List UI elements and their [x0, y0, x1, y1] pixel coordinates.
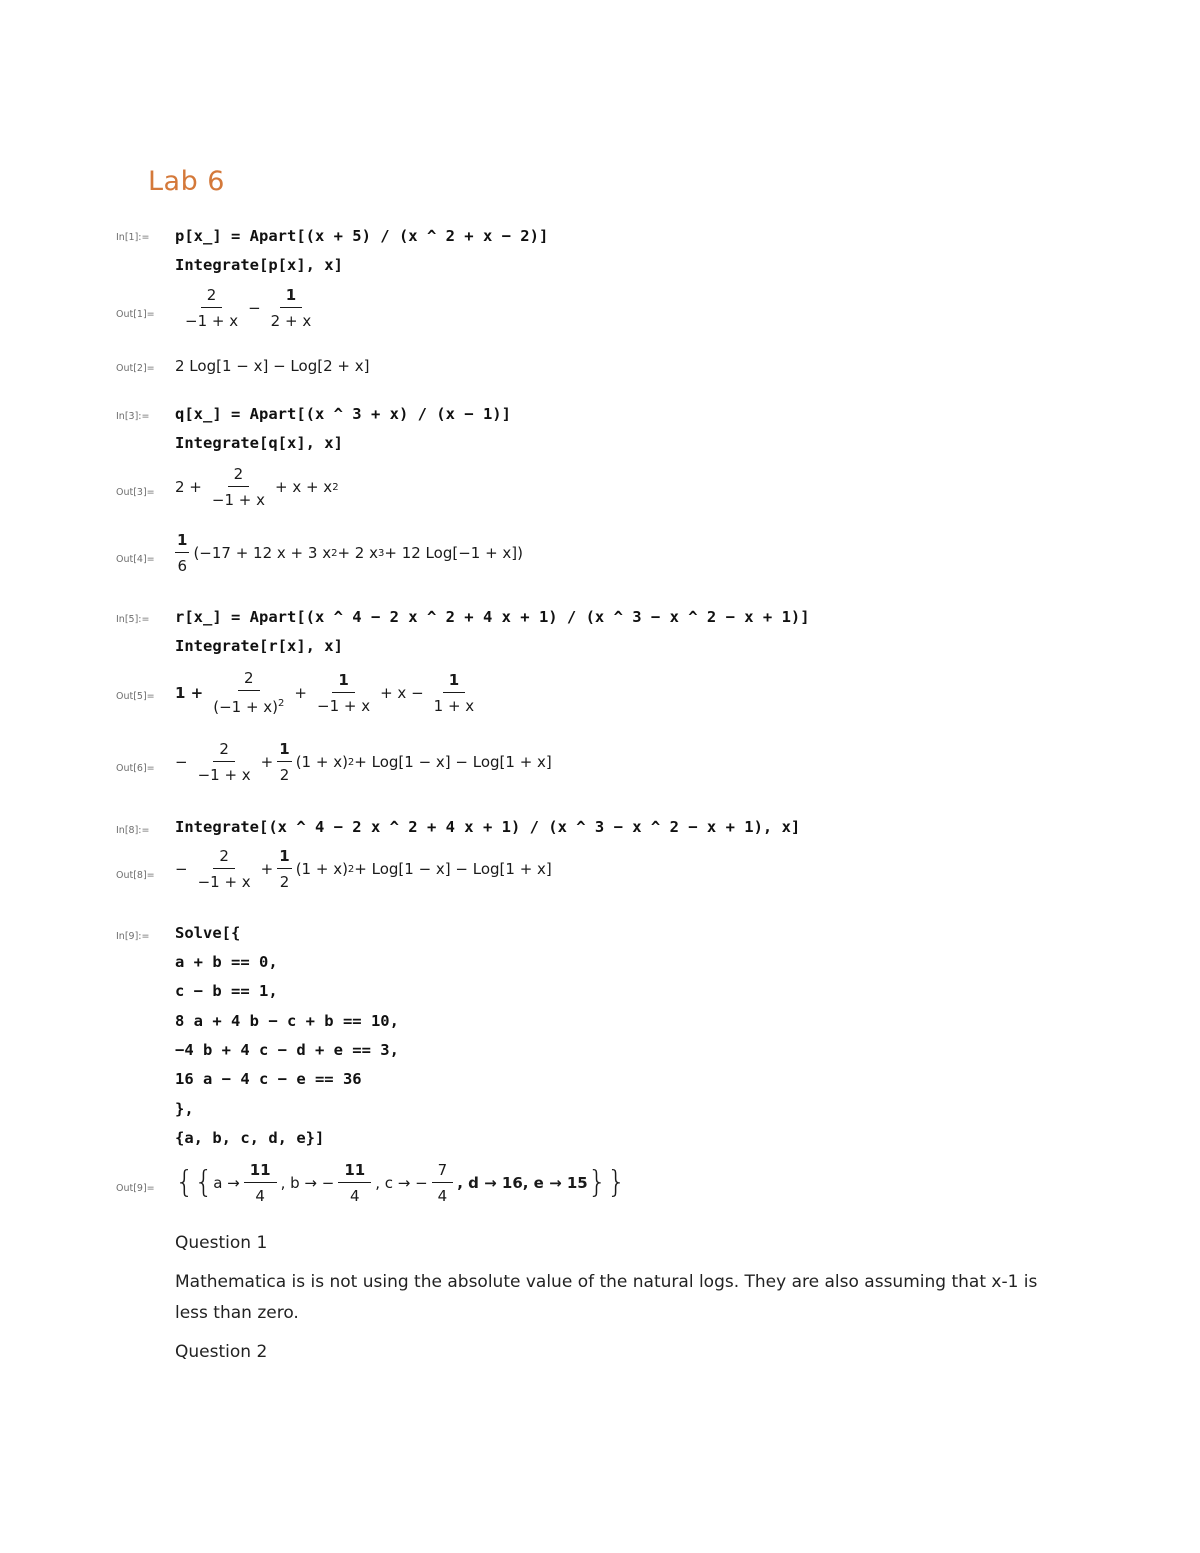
output-expression: − $\frac{2}{-1 + x}$ + $\frac{1}{2}$ (1 + x) 2 + Log[1 − x] − Log[1 + x] — [175, 847, 552, 891]
question-1-heading: Question 1 — [175, 1233, 268, 1253]
question-1-answer: Mathematica is is not using the absolute value of the natural logs. They are also assuming that x-1 is less than zero. — [175, 1272, 1038, 1323]
cell-label: Out[8]= — [116, 870, 155, 881]
input-line[interactable]: r[x_] = Apart[(x ^ 4 − 2 x ^ 2 + 4 x + 1) / (x ^ 3 − x ^ 2 − x + 1)] — [175, 608, 810, 626]
cell-label: In[9]:= — [116, 931, 150, 942]
input-line[interactable]: Solve[{ — [175, 924, 241, 942]
cell-label: In[8]:= — [116, 825, 150, 836]
cell-label: Out[3]= — [116, 487, 155, 498]
output-expression: {{ a → $\frac{11}{4}$ , b → − $\frac{11}{4}$ , c → − $\frac{7}{4}$ , d → 16, e → 15 }} — [175, 1161, 626, 1205]
fraction: $\frac{11}{4}$ — [338, 1161, 371, 1205]
question-2-heading: Question 2 — [175, 1342, 268, 1362]
input-line[interactable]: 8 a + 4 b − c + b == 10, — [175, 1012, 399, 1030]
cell-label: In[3]:= — [116, 411, 150, 422]
fraction: $\frac{1}{1 + x}$ — [433, 670, 475, 715]
fraction: $\frac{7}{4}$ — [432, 1161, 454, 1205]
fraction: $\frac{2}{-1 + x}$ — [197, 740, 251, 784]
fraction: $\frac{1}{6}$ — [177, 531, 188, 575]
cell-label: Out[6]= — [116, 763, 155, 774]
cell-label: Out[4]= — [116, 554, 155, 565]
cell-label: In[1]:= — [116, 232, 150, 243]
fraction: $\frac{2}{-1 + x}$ — [211, 465, 265, 509]
input-line[interactable]: q[x_] = Apart[(x ^ 3 + x) / (x − 1)] — [175, 405, 511, 423]
fraction: $\frac{2}{-1 + x}$ — [185, 286, 239, 330]
fraction: $\frac{2}{(-1 + x)^2}$ — [213, 669, 285, 716]
input-line[interactable]: }, — [175, 1100, 194, 1118]
input-line[interactable]: Integrate[(x ^ 4 − 2 x ^ 2 + 4 x + 1) / (x ^ 3 − x ^ 2 − x + 1), x] — [175, 818, 801, 836]
input-line[interactable]: Integrate[r[x], x] — [175, 637, 343, 655]
output-expression: $\frac{2}{-1 + x}$ − $\frac{1}{2 + x}$ — [175, 286, 321, 330]
input-line[interactable]: −4 b + 4 c − d + e == 3, — [175, 1041, 399, 1059]
fraction: $\frac{1}{2}$ — [279, 740, 290, 784]
input-line[interactable]: 16 a − 4 c − e == 36 — [175, 1070, 362, 1088]
input-line[interactable]: p[x_] = Apart[(x + 5) / (x ^ 2 + x − 2)] — [175, 227, 549, 245]
cell-label: In[5]:= — [116, 614, 150, 625]
output-expression: − $\frac{2}{-1 + x}$ + $\frac{1}{2}$ (1 + x) 2 + Log[1 − x] − Log[1 + x] — [175, 740, 552, 784]
output-expression: 2 Log[1 − x] − Log[2 + x] — [175, 357, 370, 375]
fraction: $\frac{1}{2 + x}$ — [270, 286, 312, 330]
fraction: $\frac{2}{-1 + x}$ — [197, 847, 251, 891]
cell-label: Out[2]= — [116, 363, 155, 374]
input-line[interactable]: Integrate[p[x], x] — [175, 256, 343, 274]
input-line[interactable]: c − b == 1, — [175, 982, 278, 1000]
cell-label: Out[9]= — [116, 1183, 155, 1194]
fraction: $\frac{11}{4}$ — [244, 1161, 277, 1205]
input-line[interactable]: Integrate[q[x], x] — [175, 434, 343, 452]
output-expression: $\frac{1}{6}$ (−17 + 12 x + 3 x 2 + 2 x 3 + 12 Log[−1 + x]) — [177, 531, 523, 575]
output-expression: 2 + $\frac{2}{-1 + x}$ + x + x 2 — [175, 465, 339, 509]
cell-label: Out[5]= — [116, 691, 155, 702]
input-line[interactable]: a + b == 0, — [175, 953, 278, 971]
fraction: $\frac{1}{-1 + x}$ — [317, 670, 371, 715]
document-title: Lab 6 — [148, 166, 225, 197]
cell-label: Out[1]= — [116, 309, 155, 320]
output-expression: 1 + $\frac{2}{(-1 + x)^2}$ + $\frac{1}{-1 + x}$ + x − $\frac{1}{1 + x}$ — [175, 669, 484, 716]
input-line[interactable]: {a, b, c, d, e}] — [175, 1129, 325, 1147]
fraction: $\frac{1}{2}$ — [279, 847, 290, 891]
